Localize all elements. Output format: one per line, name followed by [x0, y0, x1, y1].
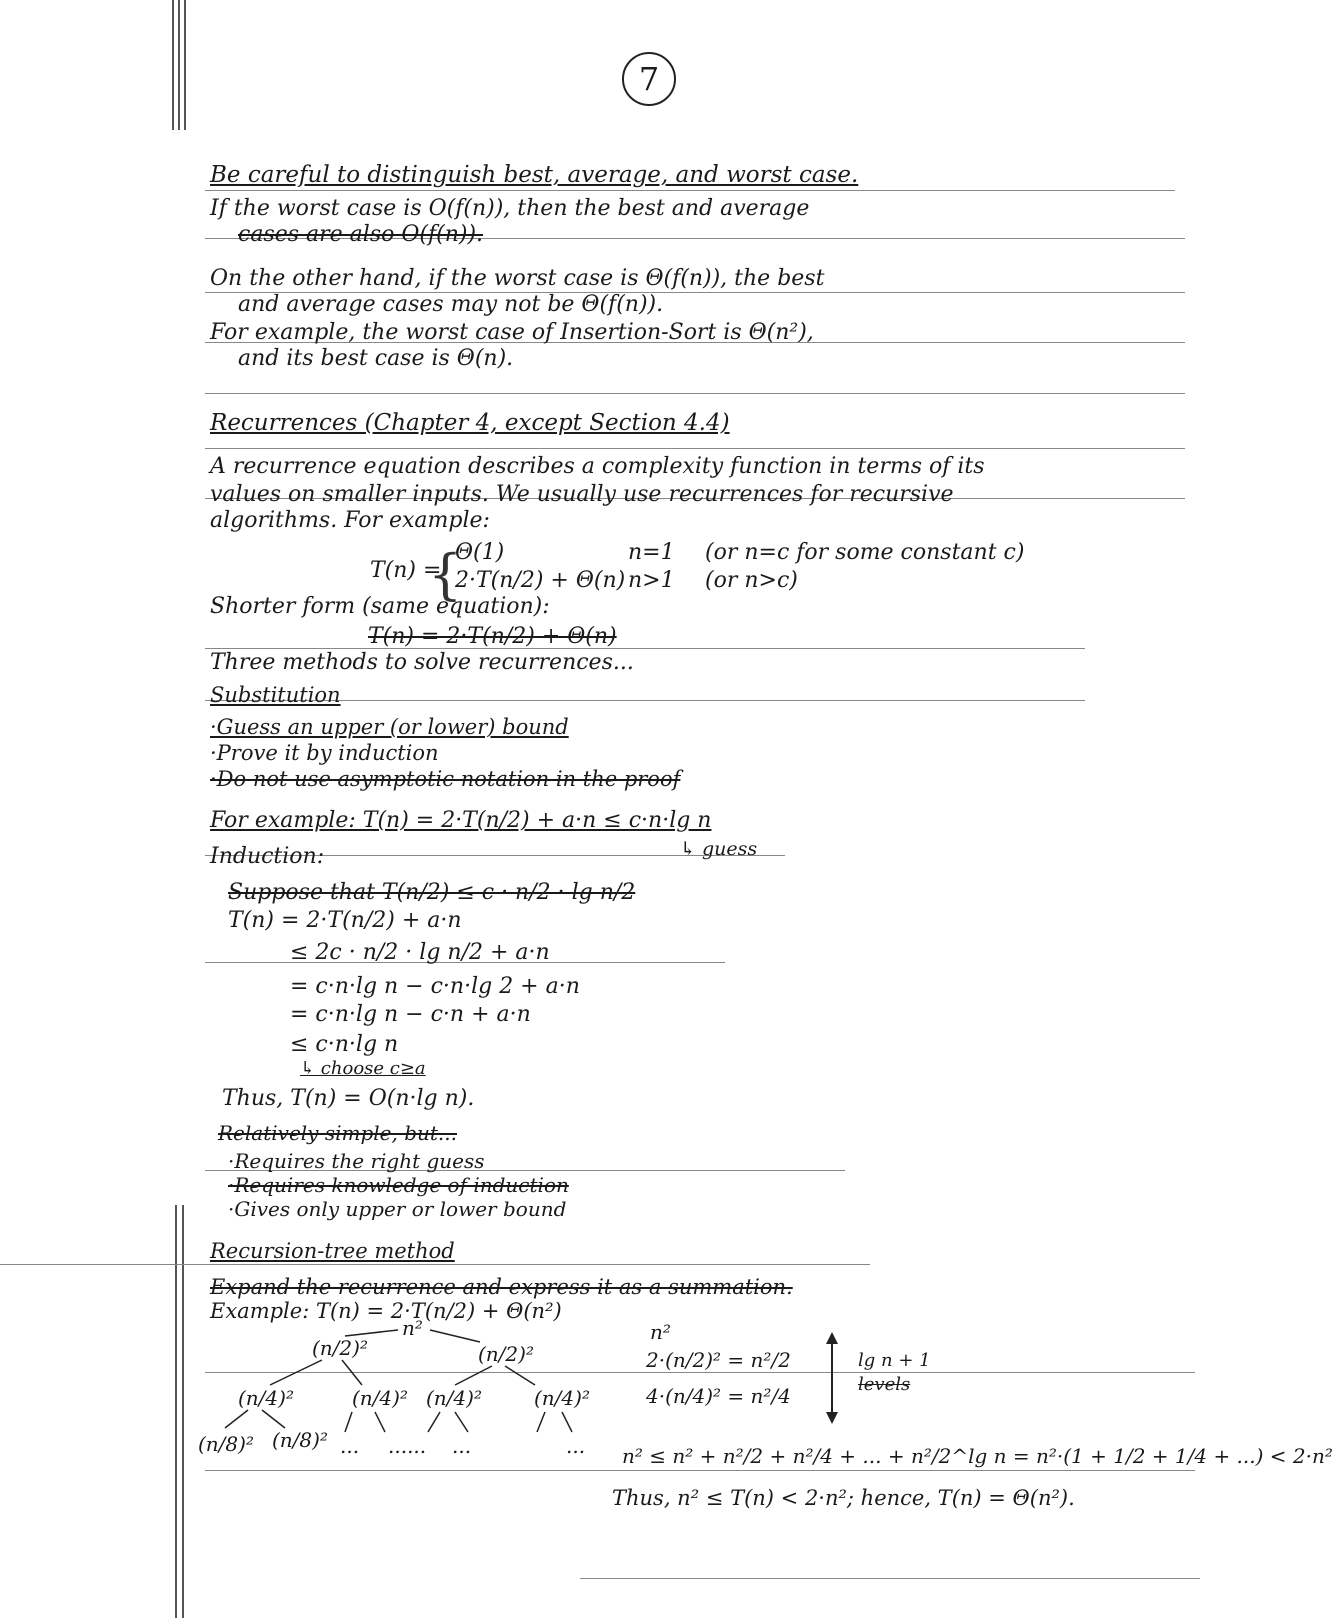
text-line: For example: T(n) = 2·T(n/2) + a·n ≤ c·n·lg n: [210, 808, 712, 833]
proof-step: T(n) = 2·T(n/2) + a·n: [228, 908, 462, 933]
tree-dots: ......: [388, 1434, 427, 1458]
text-line: Three methods to solve recurrences...: [210, 650, 634, 675]
tree-node: (n/2)²: [478, 1342, 534, 1366]
proof-step: ≤ 2c · n/2 · lg n/2 + a·n: [290, 940, 550, 965]
case-value: Θ(1): [455, 540, 505, 565]
tree-node: (n/4)²: [534, 1386, 590, 1410]
tree-dots: ...: [452, 1434, 472, 1458]
brace-icon: {: [428, 543, 463, 606]
bullet-item: ·Requires the right guess: [228, 1149, 485, 1173]
section-heading: Recursion-tree method: [210, 1239, 455, 1263]
section-heading: Recurrences (Chapter 4, except Section 4.4): [210, 410, 730, 436]
level-sum: 4·(n/4)² = n²/4: [646, 1384, 791, 1408]
levels-label: lg n + 1: [858, 1350, 931, 1371]
text-line: and its best case is Θ(n).: [238, 346, 514, 371]
text-line: Thus, T(n) = O(n·lg n).: [222, 1086, 475, 1111]
text-line: algorithms. For example:: [210, 508, 490, 533]
tree-node: (n/2)²: [312, 1336, 368, 1360]
tree-node: (n/8)²: [272, 1428, 328, 1452]
tree-dots: ...: [340, 1434, 360, 1458]
case-note: (or n>c): [705, 568, 798, 593]
level-sum: n²: [650, 1320, 671, 1344]
tree-dots: ...: [566, 1434, 586, 1458]
tree-node-root: n²: [402, 1316, 423, 1340]
text-line: values on smaller inputs. We usually use recurrences for recursive: [210, 482, 954, 507]
equation: T(n) = 2·T(n/2) + Θ(n): [368, 624, 617, 649]
text-line: For example, the worst case of Insertion-Sort is Θ(n²),: [210, 320, 814, 345]
proof-step: Suppose that T(n/2) ≤ c · n/2 · lg n/2: [228, 880, 636, 905]
tree-edge: [505, 1366, 535, 1385]
tree-edge: [455, 1412, 468, 1432]
proof-step: = c·n·lg n − c·n + a·n: [290, 1002, 531, 1027]
tree-node: (n/4)²: [352, 1386, 408, 1410]
text-line: On the other hand, if the worst case is Θ(f(n)), the best: [210, 266, 825, 291]
text-line: If the worst case is O(f(n)), then the best and average: [210, 196, 810, 221]
text-line: Relatively simple, but...: [218, 1121, 458, 1145]
tree-edge: [430, 1330, 480, 1342]
section-heading: Substitution: [210, 683, 341, 707]
tree-node: (n/4)²: [426, 1386, 482, 1410]
tree-edge: [262, 1410, 285, 1428]
tree-edge: [375, 1412, 385, 1432]
tree-edge: [428, 1412, 440, 1432]
text-line: Example: T(n) = 2·T(n/2) + Θ(n²): [210, 1299, 562, 1323]
text-line: and average cases may not be Θ(f(n)).: [238, 292, 664, 317]
tree-edge: [270, 1360, 322, 1385]
text-line: cases are also O(f(n)).: [238, 222, 484, 247]
tree-edge: [562, 1412, 572, 1432]
tree-edge: [225, 1410, 248, 1428]
bullet-item: ·Do not use asymptotic notation in the proof: [210, 767, 681, 791]
tree-edge: [455, 1366, 492, 1385]
bullet-item: ·Prove it by induction: [210, 741, 439, 765]
tree-node: (n/8)²: [198, 1432, 254, 1456]
conclusion: Thus, n² ≤ T(n) < 2·n²; hence, T(n) = Θ(n²).: [612, 1486, 1075, 1510]
summation: n² ≤ n² + n²/2 + n²/4 + ... + n²/2^lg n = n²·(1 + 1/2 + 1/4 + ...) < 2·n²: [622, 1444, 1333, 1468]
case-condition: n=1: [628, 540, 675, 565]
annotation-note: ↳ choose c≥a: [300, 1058, 426, 1079]
bullet-item: ·Guess an upper (or lower) bound: [210, 715, 569, 739]
bullet-item: ·Gives only upper or lower bound: [228, 1197, 567, 1221]
proof-step: ≤ c·n·lg n: [290, 1032, 399, 1057]
level-sum: 2·(n/2)² = n²/2: [646, 1348, 791, 1372]
text-line: Induction:: [210, 844, 325, 869]
tree-edge: [537, 1412, 545, 1432]
recurrence-lhs: T(n) =: [370, 558, 442, 583]
text-line: Expand the recurrence and express it as a summation.: [210, 1275, 793, 1299]
text-line: A recurrence equation describes a complexity function in terms of its: [210, 454, 985, 479]
annotation-note: ↳ guess: [680, 838, 758, 860]
tree-edge: [342, 1360, 362, 1385]
arrow-head-icon: [826, 1332, 838, 1344]
arrow-head-icon: [826, 1412, 838, 1424]
case-value: 2·T(n/2) + Θ(n): [455, 568, 626, 593]
tree-node: (n/4)²: [238, 1386, 294, 1410]
bullet-item: ·Requires knowledge of induction: [228, 1173, 569, 1197]
text-line: Shorter form (same equation):: [210, 594, 550, 619]
proof-step: = c·n·lg n − c·n·lg 2 + a·n: [290, 974, 580, 999]
case-condition: n>1: [628, 568, 675, 593]
text-line: Be careful to distinguish best, average, and worst case.: [210, 162, 859, 188]
levels-label: levels: [858, 1374, 911, 1395]
case-note: (or n=c for some constant c): [705, 540, 1025, 565]
tree-edge: [345, 1412, 352, 1432]
page-number: 7: [622, 52, 676, 106]
